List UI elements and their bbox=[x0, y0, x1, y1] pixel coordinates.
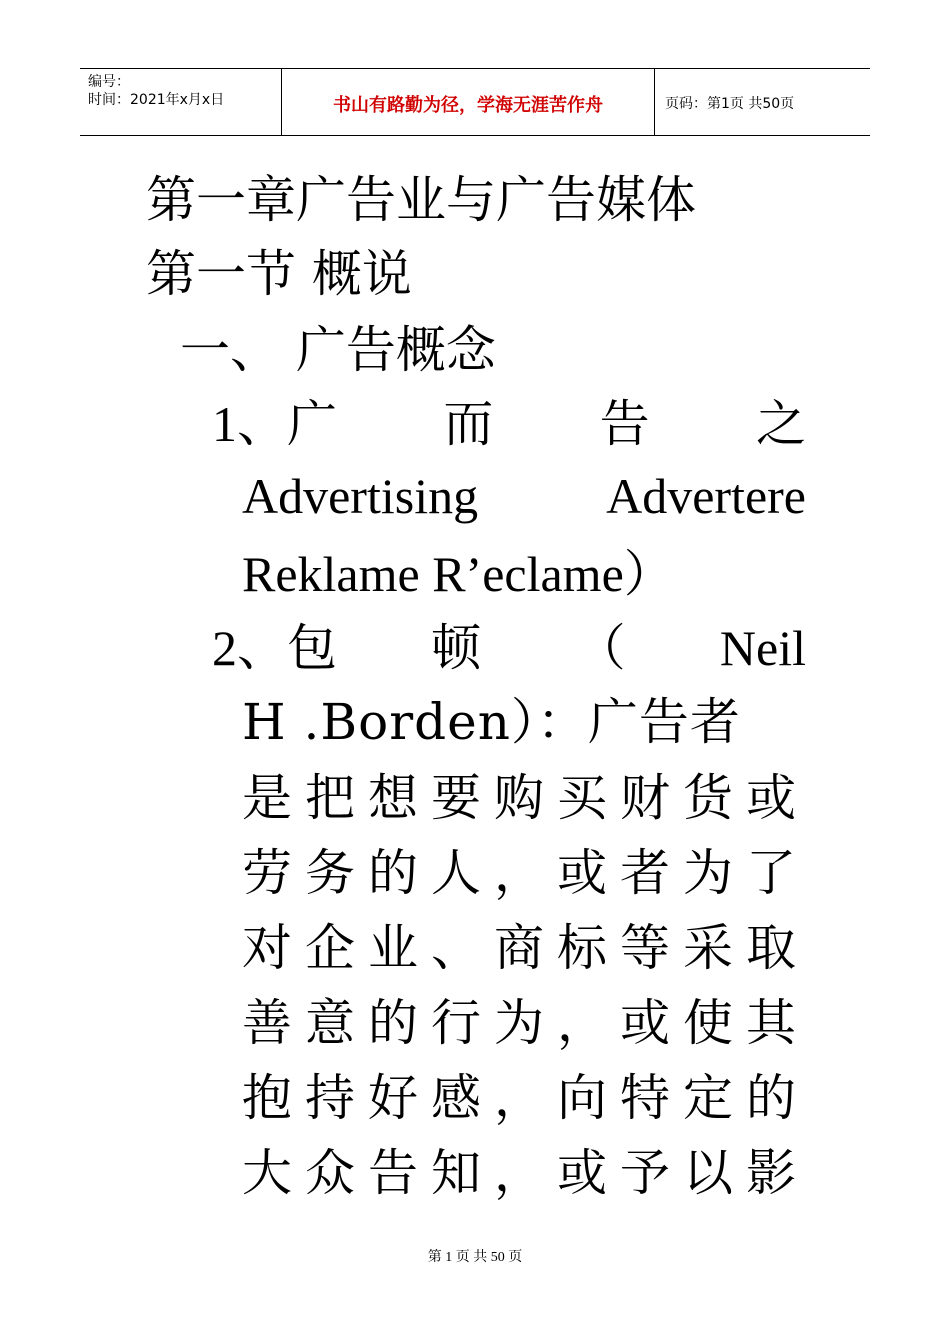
header-motto: 书山有路勤为径，学海无涯苦作舟 bbox=[282, 69, 655, 135]
chapter-title: 第一章广告业与广告媒体 bbox=[146, 171, 696, 229]
item1-number-and-char1 bbox=[212, 394, 337, 454]
time-label: 时间：2021年x月x日 bbox=[88, 92, 225, 108]
number-label: 编号： bbox=[88, 74, 130, 90]
item2-line1 bbox=[212, 618, 806, 678]
item2-part: （ bbox=[575, 619, 626, 677]
item1-char: 广 bbox=[287, 395, 337, 453]
item1-word: Advertising bbox=[242, 468, 479, 524]
header-meta bbox=[80, 69, 282, 135]
item2-line3: 是把想要购买财货或 bbox=[242, 769, 809, 827]
item1-line1 bbox=[212, 394, 806, 454]
item2-line5: 对企业、商标等采取 bbox=[242, 919, 809, 977]
item2-part: 顿 bbox=[431, 619, 482, 677]
item2-line2: H .Borden）：广告者 bbox=[242, 693, 741, 751]
item1-line3: Reklame R’eclame） bbox=[242, 546, 674, 602]
item2-line4: 劳务的人，或者为了 bbox=[242, 844, 809, 902]
header-page-info: 页码：第1页 共50页 bbox=[665, 96, 795, 112]
item2-part: 包 bbox=[287, 619, 337, 677]
item2-part: Neil bbox=[719, 620, 806, 676]
item2-line7: 抱持好感，向特定的 bbox=[242, 1069, 809, 1127]
item1-line2 bbox=[242, 466, 806, 526]
item1-char: 而 bbox=[443, 395, 494, 453]
item2-line8: 大众告知，或予以影 bbox=[242, 1144, 809, 1202]
item1-word: Advertere bbox=[606, 468, 806, 524]
page-footer: 第 1 页 共 50 页 bbox=[427, 1250, 523, 1265]
subsection-title: 一、 广告概念 bbox=[180, 321, 496, 379]
item1-char: 之 bbox=[755, 395, 806, 453]
item2-number-and-char1 bbox=[212, 618, 337, 678]
item2-line6: 善意的行为，或使其 bbox=[242, 994, 809, 1052]
section-title: 第一节 概说 bbox=[146, 245, 412, 303]
page-header bbox=[80, 68, 870, 136]
item1-char: 告 bbox=[599, 395, 650, 453]
item1-number: 1、 bbox=[212, 396, 287, 452]
item2-number: 2、 bbox=[212, 620, 287, 676]
